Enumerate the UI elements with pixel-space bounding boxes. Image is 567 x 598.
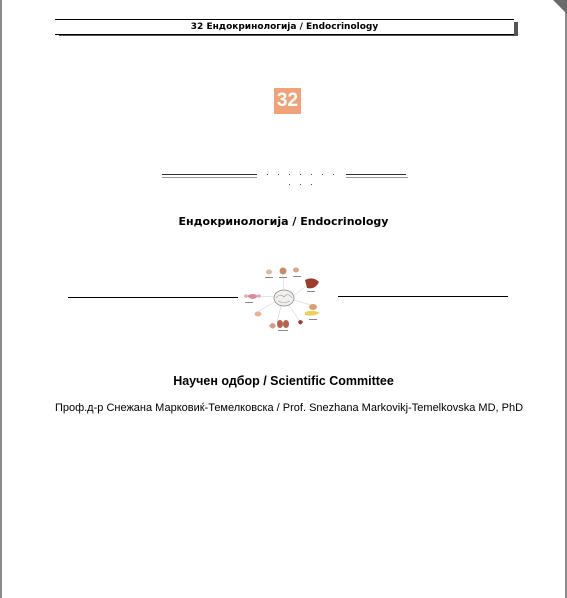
committee-title: Научен одбор / Scientific Committee [173,374,394,388]
kidney-icon [309,304,317,310]
heart-icon [298,320,303,325]
endocrine-glands-illustration [243,262,323,334]
committee-member: Проф.д-р Снежана Марковиќ-Темелковска / Prof. Snezhana Markovikj-Temelkovska MD, PhD [54,402,524,414]
gonad-icon [255,312,262,317]
viewer-left-border [0,0,2,598]
pancreas-icon [305,311,320,316]
horizontal-rule-right [338,296,508,297]
horizontal-rule-left [68,297,238,298]
gland-icon-top [266,268,299,275]
separator-line-left-shadow [162,177,257,178]
section-title: Ендокринологија / Endocrinology [178,215,389,228]
liver-icon [305,278,319,288]
separator-line-right-shadow [346,177,408,178]
stomach-icon [269,323,276,329]
brain-icon [274,290,294,306]
page-corner-fold [553,0,567,14]
reproductive-organ-icon [244,294,261,299]
running-header [55,19,514,35]
chapter-number-box [274,88,301,114]
chapter-number: 32 [276,90,299,111]
separator-dots: . . . . . . . . . . [266,167,338,187]
separator-line-left [162,174,257,175]
thyroid-icon [277,320,289,328]
running-header-text: 32 Ендокринологија / Endocrinology [190,22,379,32]
separator-line-right [346,174,406,175]
